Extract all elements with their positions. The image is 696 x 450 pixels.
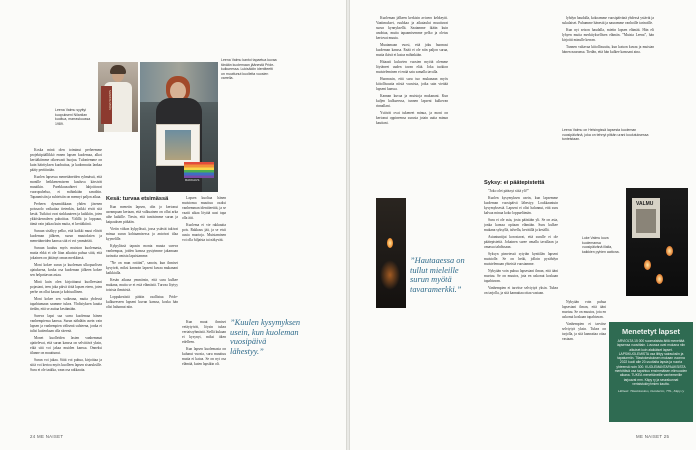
left-column-2: [106, 196, 178, 428]
sign-text: NAISISTA MYÖS: [108, 90, 111, 110]
grave-candles-photo: [626, 188, 688, 296]
paragraph: Kuolema ei vie rakkautta pois. Rakkaus jää, ja se etsii uusia muotoja. Muistaminen voi olla hiljaista tai näkyvää.: [182, 223, 226, 242]
caption-portrait: Leena Valmu syyttyi kuopukseni Nilanilan kuoltua, marraskuussa 1989.: [55, 108, 91, 126]
candle-glow: [380, 260, 400, 290]
paragraph: Syksyn pimetessä sytytän kynttilän lapseni muistolle. Se on hetki, jolloin pysähdyn muistelemaan yhteisiä vuosiamme.: [484, 252, 558, 266]
fact-box: [609, 322, 693, 422]
caption-top-right: Leena Valmu on Helsingissä lapsesta kuoleman vuosipäivänä, joka on tehnyt pitkän urani koulutuksessa tunteistaan.: [562, 128, 649, 142]
footer-left: 24 ME NAISET: [30, 434, 64, 439]
left-column-3: [182, 196, 226, 316]
paragraph: Kun lapsen kuolemasta on kulunut vuosia, suru muuttuu mutta ei katoa. Se on nyt osa elämää, kuten lapsikin oli.: [182, 347, 226, 366]
paragraph: Kuolen kysymyksen usein, kun lapsemme kuoleman vuosipäivä lähestyy. Loukkaantuin kysymyksestä. Lapseni ei olisi halunnut, että suru kalvaa minua koko loppuelämän.: [484, 196, 558, 215]
section-heading-autumn: Syksy: ei päätepistettä: [484, 180, 545, 186]
left-page: [0, 0, 346, 450]
footer-right: ME NAISET 25: [636, 434, 670, 439]
held-framed-photo: [156, 124, 200, 166]
caption-candles: Luke Valmu kuva kuolemansa vuosipäivänä illalla, kaikkien pyhien aattona.: [582, 236, 620, 254]
paragraph: Vanhempien ei tarvitse selviytyä yksin. Tukea on tarjolla, ja sitä kannattaa ottaa vastaan.: [484, 286, 558, 295]
section-heading-summer: Kesä: turvaa etsimässä: [106, 196, 169, 202]
memorial-poster: [632, 198, 660, 238]
paragraph: Koska minä olen toiminut perheemme projektipäällikkö ennen lapsen kuolemaa, alkoi kertiäkiimme oikeavasti huojua. Tuloniemme on kuin häirityksen kuohuttua, ja kadonnutta lankaa pääty periiitnään.: [30, 148, 102, 172]
paragraph: lyhdyn haudalla, kokoamme vuosipäivänä yhdessä ystävät ja sukulaiset. Puhumme hänestä ja nauramme vanhoille tarinoille.: [562, 16, 654, 25]
paragraph: Vietin viikon kylpylässä, jossa ystävät tukivat minua surun kohtaamisessa ja antoivat tilaa kyynelille.: [106, 227, 178, 241]
paragraph: Asiantuntijat korostavat, että surulle ei ole päätepistettä. Jokainen suree omalla tavallaan ja omassa tahdissaan.: [484, 235, 558, 249]
rainbow-flag: [184, 162, 214, 178]
paragraph: Moni kokee sen vaikeana, mutta yhdessä tapahtumaan saamme tukea. Yhdistyksen kautta tiedän, että se auttaa kestämään.: [30, 297, 102, 311]
paragraph: Huomasin, että suru tuo mukanaan myös kiitollisuutta niistä vuosista, jotka sain viettää lapseni kanssa.: [376, 77, 448, 91]
paragraph: Nykyään voin puhua lapsestani ilman, että ääni murtuu. Se on muutos, jota en uskonut koskaan tapahtuvan.: [484, 269, 558, 283]
portrait-photo-sign: [98, 62, 138, 132]
pull-quote-right: ”Hautaaessa on tullut mieleille surun myötä tavaramerkki.”: [410, 256, 465, 294]
paragraph: Hitaasti kuluvien vuosien myötä olemme löytäneet uuden tavan elää. Joka tuokion muisteleminen ei enää satu samalla tavalla.: [376, 60, 448, 74]
right-column-3b: [562, 300, 606, 426]
paragraph: Sureva lapsi saa surra kuolemaa hänen vanhempiensa kanssa. Surun nähdään usein vain lapsen ja vanhempien välisenä suhteena, jonka ei tulisi kuitenkaan olla siteenä.: [30, 314, 102, 333]
paragraph: Lapsen kuoltua hänen muistonsa muuttuu osaksi vanhemman identiteettiä, ja se vaatii aikaa löytää uusi tapa olla äiti.: [182, 196, 226, 220]
lantern-flame-3: [656, 274, 663, 284]
candles-photo-left: [376, 198, 406, 308]
paragraph: ”Ne on mun rottiini”, sanoin, kun ihmiset kysyivät, miksi kannoin lapseni kuvaa mukanani kaikkialla.: [106, 261, 178, 275]
lantern-flame-1: [666, 246, 673, 256]
flag-text: RAKKAUS: [185, 178, 200, 182]
right-column-3: [562, 16, 654, 126]
right-page: [350, 0, 696, 450]
pride-photo: [140, 62, 218, 192]
paragraph: Vanhempien ei tarvitse selviytyä yksin. Tukea on tarjolla, ja sitä kannattaa ottaa vastaan.: [562, 322, 606, 341]
left-column-1: [30, 148, 102, 428]
right-column-2: [484, 16, 558, 426]
right-column-1: [376, 16, 448, 196]
lantern-flame-2: [644, 260, 651, 270]
paragraph: Nykyään voin puhua lapsestani ilman, että ääni murtuu. Se on muutos, jota en uskonut koskaan tapahtuvan.: [562, 300, 606, 319]
fact-box-title: Menetetyt lapset: [622, 327, 680, 336]
pull-quote-left: ”Kuulen kysymyksen usein, kun kuoleman vuosipäivä lähestyy.”: [230, 318, 301, 356]
paragraph: Suru ei ole asia, josta päästään yli. Se on asia, jonka kanssa opitaan elämään. Suru kulkee mukana syksyllä, talvella, keväällä ja kesällä.: [484, 218, 558, 232]
paragraph: Kun muut ihmiset vetäytyivät, löysin tukea vertaisryhmästä. Siellä kukaan ei kysynyt, miksi itken edelleen.: [182, 320, 226, 344]
poster-image: [636, 209, 656, 233]
paragraph: Ystävät ovat tukeneet minua, ja moni on kertonut oppineensa surusta jotain uutta minun kauttani.: [376, 111, 448, 125]
left-column-3b: [182, 320, 226, 428]
poster-text: VALMU: [636, 201, 654, 207]
paragraph: Suruun kuuluu myös muiston kuolemasta, mutta ehkä ei ole liian aikaista puhua siitä, että jokainen on jättänyt oman merkkinsä.: [30, 246, 102, 260]
paragraph: Muutamaan vuosi, että joku huomasi kuoleman kanssa. Enää ei ole niin paljon surua, mutta ikävä ei katoa mihinkään.: [376, 43, 448, 57]
paragraph: Perheen dynamiikkaan yhden jäsenen poissaolo vaikuttaa tietenkin, kaikki eivät sitä kestä. Tutkitut ovat sinkkuuteen ja kaikkiin, joten ykköskenraleen pahoittaa. Välillä ja loppuun, tämä vain jatkaa kuin muita, ei kertiäkiinä.: [30, 202, 102, 226]
paragraph: Suruun sisältyy pelko, että kaikki muut elävät kuoleman jälkeen, surun muutoksien ja menettäneiden kanssa sitä ei voi ymmärtää.: [30, 229, 102, 243]
framed-photo-child: [165, 130, 191, 160]
paragraph: ”Joko olet päässyt siitä yli?”: [488, 189, 529, 193]
fact-box-body: ARVIOLTA 15 000 suomalaista äitiä menettää lapsensa vuosittain. Luvussa ovat mukana niin aikuiset kuin alaikäiset lapset. LAPSIKUOLEMISTA osa liittyy sairauksiin ja tapaturmiin. Tilastokeskuksen mukaan vuonna 2022 kuoli alle 20-vuotiaita lapsia ja nuoria yhteensä noin 300. KUOLEMANTAPAUKSISTA merkittävä osa tapahtuu ensimmäisen elinvuoden aikana. TUKEA menettäneille vanhemmille tarjoavat mm. Käpy ry ja seurakunnat vertaistukiryhmien kautta.: [614, 339, 688, 386]
paragraph: Minä kuin olen kirjoittanut kuolleestani pojastani, teen joka päivä töitä lapsen eteen, joten perhe on ollut kauan ja kohtuullinen.: [30, 280, 102, 294]
paragraph: Kuolen lapsessa menettäneiden ryhmässä, että monille heikkenemiseen kuuluva kärsivät muutikin. Parekkuusuhteet lahjoittavat vuoropuhelua, ei mihinkään sanoihin. Tapaamisiin ja suhteisiin on mennyt paljon aikaa.: [30, 175, 102, 199]
paragraph: Loppukesästä päätin osallistua Pride-kulkueeseen lapseni kuvan kanssa, koska hän olisi halunnut niin.: [106, 295, 178, 309]
paragraph: Kuoleman jälkeen kerkisin avioero kehkeytti. Vaatimukset, ruuhkaa ja aikataulut muuttuvat surun kynnyksellä. Saatamme ikään kuin unohtaa, mutta tapaamisemme pelko ja oletus kertovat muuta.: [376, 16, 448, 40]
paragraph: Monet kuolleiden lasten vanhemmat ajattelevat, että surun kanssa on selvittävä yksin, eikä sitä voi jakaa muiden kanssa. Onneksi tilanne on muuttunut.: [30, 336, 102, 355]
paragraph: Tunnen valtavaa kiitollisuutta, kun katson kuvaa ja muistan hänen naurunsa. Tiedän, että hän kulkee kanssani aina.: [562, 45, 654, 54]
candle-flame: [387, 238, 393, 248]
paragraph: Kannan kuvaa ja muistoja mukanani. Kun kuljen kulkueessa, tunnen lapseni kulkevan rinnallani.: [376, 94, 448, 108]
paragraph: Kun menetin lapsen, olin jo kertonut useampaan kertaan, että valkuainen on ollut arka aihe kaikille. Tiesin, että tuntisimme surun ja kaipauksen pitkään.: [106, 205, 178, 224]
person-hair: [110, 65, 126, 74]
paragraph: Surun voi jakaa. Siitä voi puhua, kirjoittaa ja siitä voi kertoa myös kuolleen lapsen sisaruksille. Suru ei ole taakka, vaan osa rakkautta.: [30, 358, 102, 372]
paragraph: Kun nyt seison haudalla, mietin lapsen elämää. Hän eli lyhyen mutta merkityksellisen elämän. ”Muista Leena”, hän kirjoitti minulle kerran.: [562, 28, 654, 42]
fact-box-source: Lähteet: Tilastokeskus, Duodecim, THL, Käpy ry: [617, 389, 685, 394]
paragraph: Moni kokee surun ja kuoleman ulkopuolisen ajatuksena, koska osa kuoleman jälkeen kokee sen helpottavan asiaa.: [30, 263, 102, 277]
caption-pride: Leena Valmu kantoi tapaetua kuvaa tänään kuolemaan jäänestä Pride-kulkueessa. Lukisäidin identiteetti on muuttunut kuolleita vuosien varrella.: [221, 58, 277, 81]
paragraph: Kylpylässä tapasin monta muuta sureva vanhempaa, joiden kanssa pystyimme jakamaan tarinoita omista lapsistamme.: [106, 244, 178, 258]
paragraph: Kesän aikana ymmärsin, että suru kulkee mukana, mutta se ei estä elämästä. Turvaa löytyy toisista ihmisistä.: [106, 278, 178, 292]
